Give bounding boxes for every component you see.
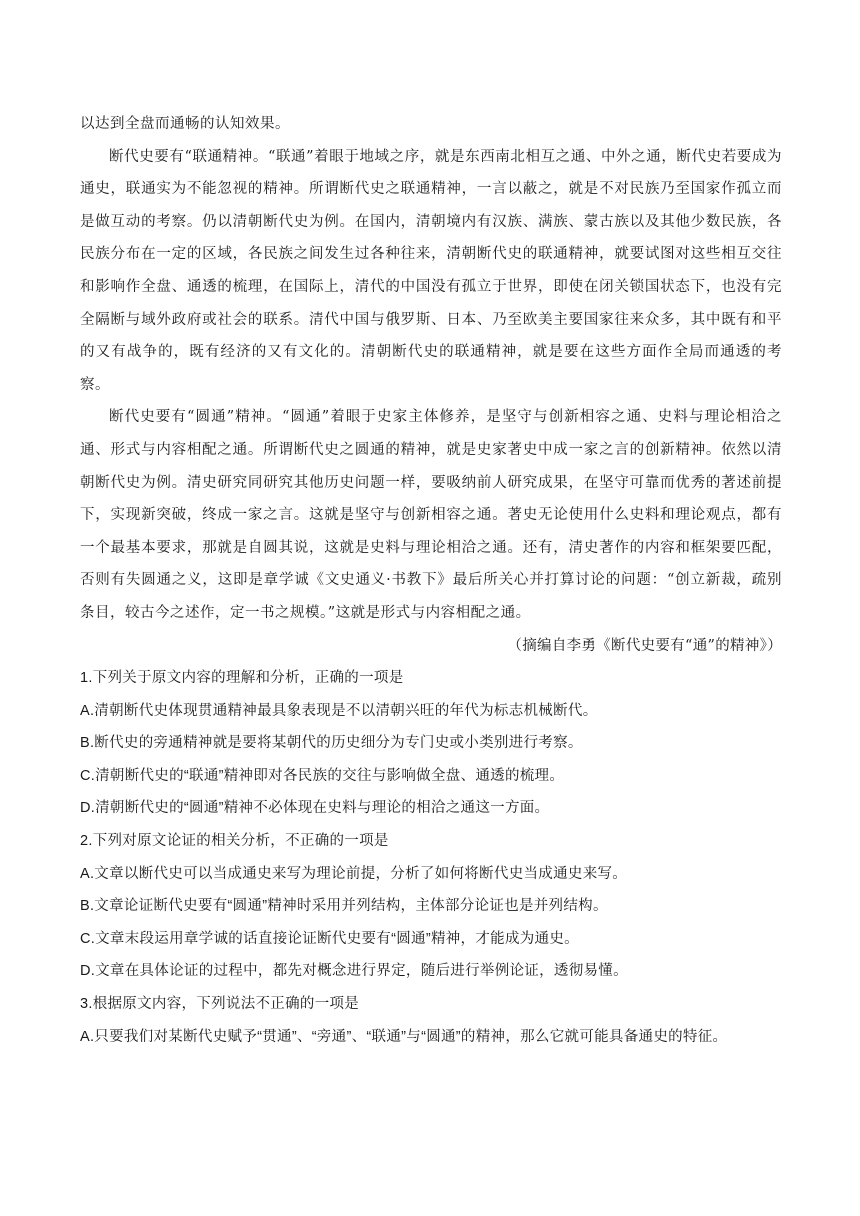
question-1	[80, 662, 782, 825]
question-1-stem: 1.下列关于原文内容的理解和分析，正确的一项是	[80, 670, 404, 687]
question-3-option-a: A.只要我们对某断代史赋予“贯通”、“旁通”、“联通”与“圆通”的精神，那么它就可能具备通史的特征。	[80, 1028, 728, 1045]
question-1-option-d: D.清朝断代史的“圆通”精神不必体现在史料与理论的相洽之通这一方面。	[80, 800, 550, 817]
passage-paragraph-yuantong: 断代史要有“圆通”精神。“圆通”着眼于史家主体修养，是坚守与创新相容之通、史料与理论相洽之通、形式与内容相配之通。所谓断代史之圆通的精神，就是史家著史中成一家之言的创新精神。依然以清朝断代史为例。清史研究同研究其他历史问题一样，要吸纳前人研究成果，在坚守可靠而优秀的著述前提下，实现新突破，终成一家之言。这就是坚守与创新相容之通。著史无论使用什么史料和理论观点，都有一个最基本要求，那就是自圆其说，这就是史料与理论相洽之通。还有，清史著作的内容和框架要匹配，否则有失圆通之义，这即是章学诚《文史通义·书教下》最后所关心并打算讨论的问题：“创立新裁，疏别条目，较古今之述作，定一书之规模。”这就是形式与内容相配之通。	[80, 409, 782, 621]
passage-source-citation: （摘编自李勇《断代史要有“通”的精神》）	[507, 637, 782, 654]
question-1-option-b: B.断代史的旁通精神就是要将某朝代的历史细分为专门史或小类别进行考察。	[80, 735, 583, 752]
question-2-option-a: A.文章以断代史可以当成通史来写为理论前提，分析了如何将断代史当成通史来写。	[80, 865, 628, 882]
question-3	[80, 988, 782, 1053]
question-2-option-d: D.文章在具体论证的过程中，都先对概念进行界定，随后进行举例论证，透彻易懂。	[80, 963, 628, 980]
document-page	[80, 108, 782, 1053]
question-3-stem: 3.根据原文内容，下列说法不正确的一项是	[80, 996, 360, 1013]
question-2-option-b: B.文章论证断代史要有“圆通”精神时采用并列结构，主体部分论证也是并列结构。	[80, 898, 608, 915]
question-2-stem: 2.下列对原文论证的相关分析，不正确的一项是	[80, 833, 389, 850]
passage-paragraph-liantong: 断代史要有“联通精神。“联通”着眼于地域之序，就是东西南北相互之通、中外之通，断代史若要成为通史，联通实为不能忽视的精神。所谓断代史之联通精神，一言以蔽之，就是不对民族乃至国家作孤立而是做互动的考察。仍以清朝断代史为例。在国内，清朝境内有汉族、满族、蒙古族以及其他少数民族，各民族分布在一定的区域，各民族之间发生过各种往来，清朝断代史的联通精神，就要试图对这些相互交往和影响作全盘、通透的梳理，在国际上，清代的中国没有孤立于世界，即使在闭关锁国状态下，也没有完全隔断与域外政府或社会的联系。清代中国与俄罗斯、日本、乃至欧美主要国家往来众多，其中既有和平的又有战争的，既有经济的又有文化的。清朝断代史的联通精神，就是要在这些方面作全局而通透的考察。	[80, 148, 782, 393]
question-1-option-a: A.清朝断代史体现贯通精神最具象表现是不以清朝兴旺的年代为标志机械断代。	[80, 702, 598, 719]
passage-paragraph-continuation: 以达到全盘而通畅的认知效果。	[80, 116, 290, 132]
question-2-option-c: C.文章末段运用章学诚的话直接论证断代史要有“圆通”精神，才能成为通史。	[80, 930, 579, 947]
question-2	[80, 825, 782, 988]
question-1-option-c: C.清朝断代史的“联通”精神即对各民族的交往与影响做全盘、通透的梳理。	[80, 767, 565, 784]
